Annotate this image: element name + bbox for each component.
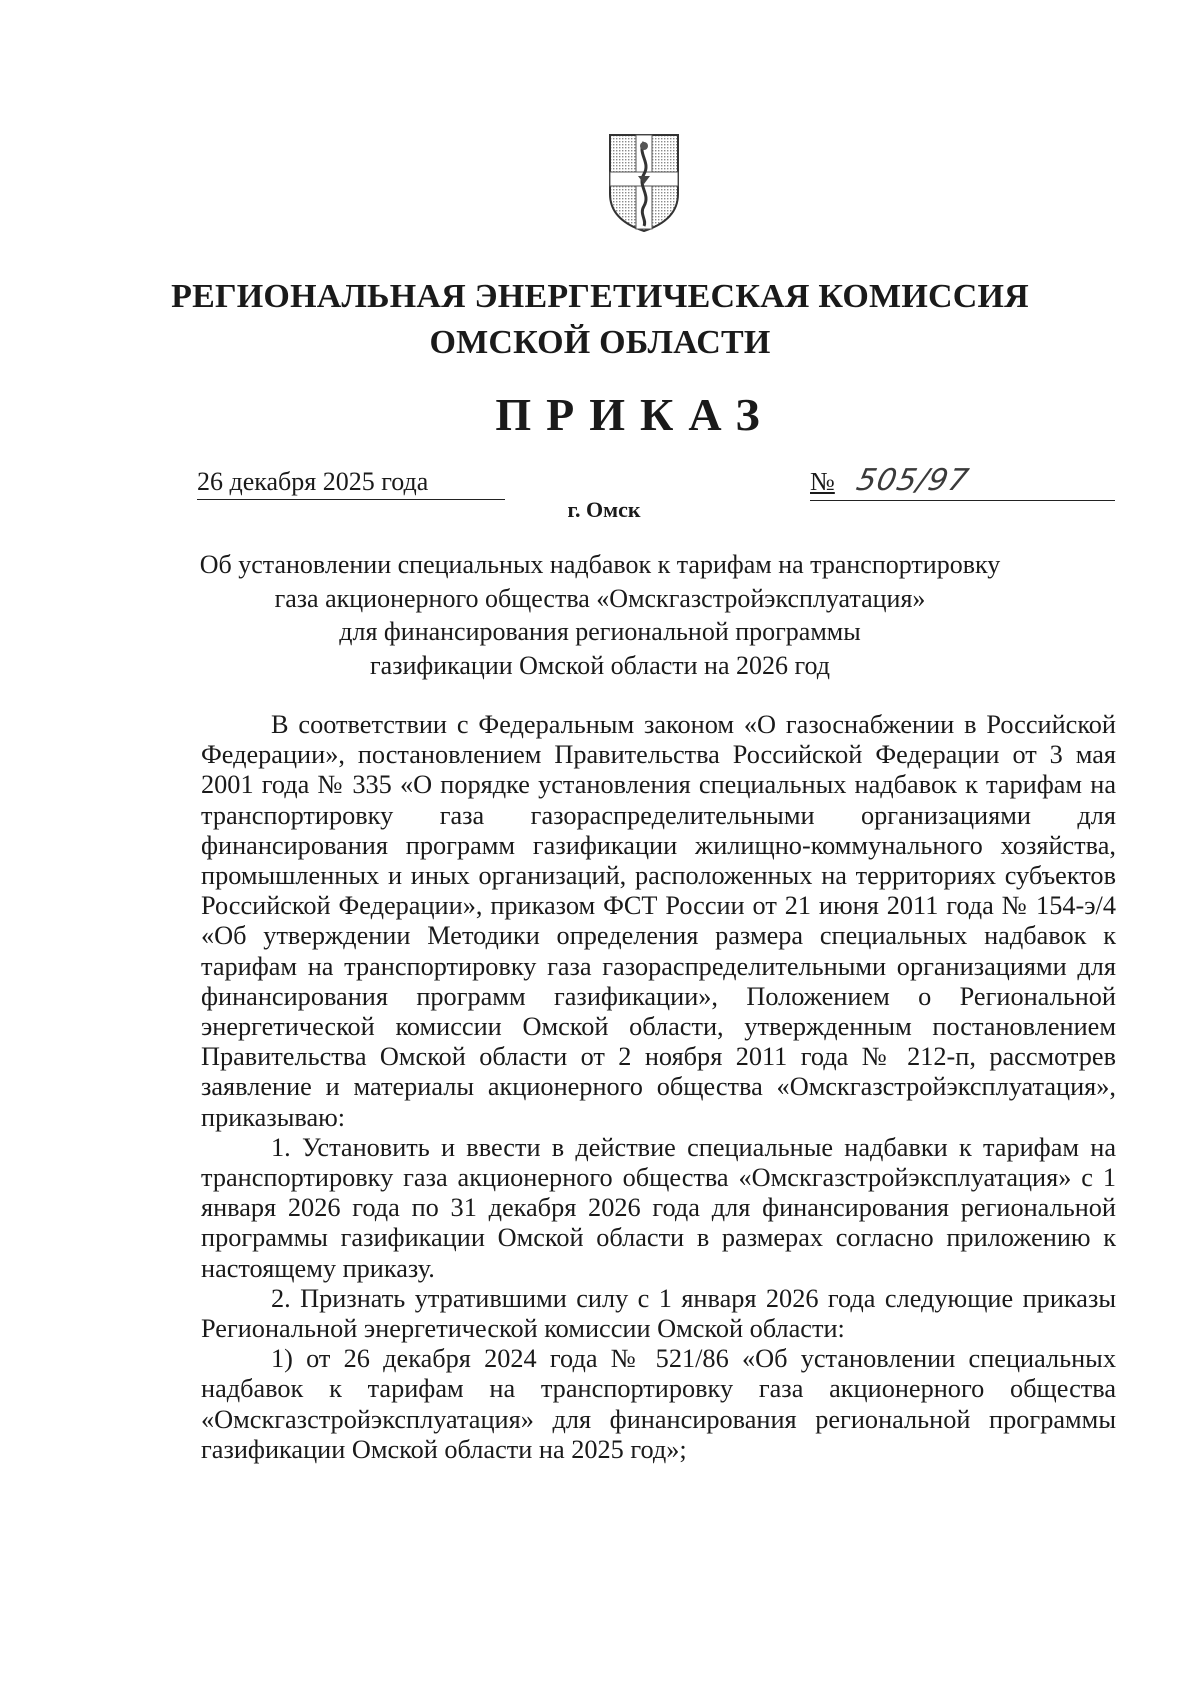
organization-name-line2: ОМСКОЙ ОБЛАСТИ — [429, 324, 771, 361]
document-city: г. Омск — [567, 497, 641, 522]
preamble-paragraph: В соответствии с Федеральным законом «О газоснабжении в Российской Федерации», постановлением Правительства Российской Федерации от 3 мая 2001 года № 335 «О порядке установления специальных надбавок к тарифам на транспортировку газа газораспределительными организациями для финансирования программ газификации жилищно-коммунального хозяйства, промышленных и иных организаций, расположенных на территориях субъектов Российской Федерации», приказом ФСТ России от 21 июня 2011 года № 154-э/4 «Об утверждении Методики определения размера специальных надбавок к тарифам на транспортировку газа газораспределительными организациями для финансирования программ газификации», Положением о Региональной энергетической комиссии Омской области, утвержденным постановлением Правительства Омской области от 2 ноября 2011 года № 212-п, рассмотрев заявление и материалы акционерного общества «Омскгазстройэксплуатация», приказываю: — [201, 710, 1116, 1132]
omsk-region-coat-of-arms-icon — [607, 132, 681, 234]
document-body — [201, 710, 1116, 1465]
document-type-title: ПРИКАЗ — [495, 389, 775, 440]
item-2-paragraph: 2. Признать утратившими силу с 1 января 2026 года следующие приказы Региональной энергетической комиссии Омской области: — [201, 1283, 1116, 1344]
date-text: 26 декабря 2025 года — [197, 467, 429, 496]
subject-line: газификации Омской области на 2026 год — [369, 650, 831, 680]
document-subject — [150, 548, 1050, 682]
document-number — [810, 462, 1115, 501]
subject-line: для финансирования региональной программы — [339, 617, 861, 646]
coat-of-arms-emblem — [607, 132, 681, 234]
subject-line: газа акционерного общества «Омскгазстройэксплуатация» — [274, 583, 926, 613]
number-sign: № — [810, 467, 835, 496]
document-date — [197, 465, 505, 500]
organization-name-line1: РЕГИОНАЛЬНАЯ ЭНЕРГЕТИЧЕСКАЯ КОМИССИЯ — [171, 278, 1029, 315]
item-2-1-paragraph: 1) от 26 декабря 2024 года № 521/86 «Об установлении специальных надбавок к тарифам на транспортировку газа акционерного общества «Омскгазстройэксплуатация» для финансирования региональной программы газификации Омской области на 2025 год»; — [201, 1344, 1116, 1464]
item-1-paragraph: 1. Установить и ввести в действие специальные надбавки к тарифам на транспортировку газа акционерного общества «Омскгазстройэксплуатация» с 1 января 2026 года по 31 декабря 2026 года для финансирования региональной программы газификации Омской области в размерах согласно приложению к настоящему приказу. — [201, 1132, 1116, 1283]
subject-line: Об установлении специальных надбавок к тарифам на транспортировку — [199, 550, 1001, 579]
handwritten-number: 505/97 — [853, 463, 973, 498]
